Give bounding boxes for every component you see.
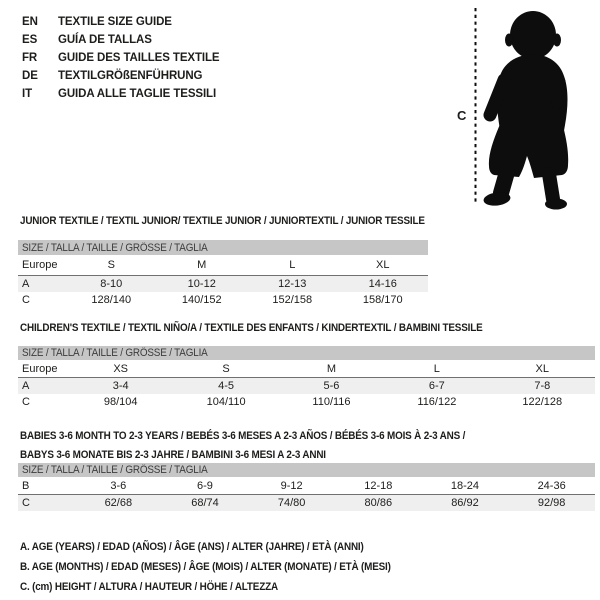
row-label: B — [18, 477, 75, 495]
language-title: GUIDA ALLE TAGLIE TESSILI — [58, 88, 217, 100]
value-cell: 122/128 — [522, 396, 563, 408]
value-cell: 104/110 — [206, 396, 246, 408]
babies-size-table — [18, 463, 595, 511]
child-silhouette-icon — [483, 11, 568, 210]
value-cell: 68/74 — [162, 495, 249, 512]
footnote-a: A. AGE (YEARS) / EDAD (AÑOS) / ÂGE (ANS) / ALTER (JAHRE) / ETÀ (ANNI) — [20, 541, 364, 553]
value-cell: 10-12 — [157, 276, 248, 293]
value-cell: 24-36 — [508, 477, 595, 495]
value-cell: 140/152 — [181, 294, 222, 306]
junior-size-table — [18, 240, 428, 308]
children-table-title: CHILDREN'S TEXTILE / TEXTIL NIÑO/A / TEXTILE DES ENFANTS / KINDERTEXTIL / BAMBINI TESSILE — [20, 322, 483, 334]
size-cell: L — [247, 255, 338, 276]
row-label: C — [18, 495, 75, 512]
value-cell: 158/170 — [362, 294, 403, 306]
value-cell: 14-16 — [338, 276, 429, 293]
child-silhouette-figure — [450, 0, 600, 215]
language-title: GUIDE DES TAILLES TEXTILE — [58, 52, 220, 64]
value-cell: 9-12 — [248, 477, 335, 495]
table-row-height — [18, 292, 428, 308]
size-label-row — [18, 360, 595, 378]
footnote-c: C. (cm) HEIGHT / ALTURA / HAUTEUR / HÖHE / ALTEZZA — [20, 581, 278, 593]
value-cell: 12-18 — [335, 477, 422, 495]
language-title-list — [22, 13, 220, 103]
language-title: GUÍA DE TALLAS — [58, 34, 152, 46]
value-cell: 5-6 — [279, 378, 384, 395]
value-cell: 7-8 — [490, 378, 595, 395]
language-row-en — [22, 13, 220, 31]
size-cell: XS — [68, 360, 173, 378]
region-label: Europe — [18, 255, 66, 276]
size-cell: XL — [338, 255, 429, 276]
babies-table-title: BABIES 3-6 MONTH TO 2-3 YEARS / BEBÉS 3-6 MESES A 2-3 AÑOS / BÉBÉS 3-6 MOIS À 2-3 ANS / BABYS 3-6 MONATE BIS 2-3 JAHRE / BAMBINI 3-6 MESI A 2-3 ANNI — [20, 430, 466, 461]
value-cell: 18-24 — [422, 477, 509, 495]
region-label: Europe — [18, 360, 68, 378]
size-cell: S — [66, 255, 157, 276]
value-cell: 3-6 — [75, 477, 162, 495]
value-cell: 8-10 — [66, 276, 157, 293]
language-row-es — [22, 31, 220, 49]
size-label-row — [18, 255, 428, 276]
language-row-it — [22, 85, 220, 103]
language-code: FR — [22, 52, 38, 64]
value-cell: 12-13 — [247, 276, 338, 293]
value-cell: 92/98 — [508, 495, 595, 512]
language-title: TEXTILE SIZE GUIDE — [58, 16, 172, 28]
value-cell: 6-9 — [162, 477, 249, 495]
language-title: TEXTILGRÖßENFÜHRUNG — [58, 70, 203, 82]
row-label: C — [22, 396, 30, 408]
size-cell: XL — [490, 360, 595, 378]
value-cell: 3-4 — [68, 378, 173, 395]
table-row-height — [18, 394, 595, 410]
size-cell: S — [173, 360, 278, 378]
value-cell: 110/116 — [312, 396, 351, 408]
value-cell: 86/92 — [422, 495, 509, 512]
size-header-bar: SIZE / TALLA / TAILLE / GRÖSSE / TAGLIA — [18, 463, 595, 477]
table-row-age-months — [18, 477, 595, 495]
row-label: A — [18, 276, 66, 293]
footnote-b: B. AGE (MONTHS) / EDAD (MESES) / ÂGE (MOIS) / ALTER (MONATE) / ETÀ (MESI) — [20, 561, 391, 573]
language-code: EN — [22, 16, 38, 28]
height-measure-label: C — [457, 108, 467, 123]
value-cell: 98/104 — [103, 396, 138, 408]
language-code: IT — [22, 88, 33, 100]
size-header-bar: SIZE / TALLA / TAILLE / GRÖSSE / TAGLIA — [18, 240, 428, 255]
junior-table-title: JUNIOR TEXTILE / TEXTIL JUNIOR/ TEXTILE JUNIOR / JUNIORTEXTIL / JUNIOR TESSILE — [20, 215, 425, 227]
value-cell: 6-7 — [384, 378, 489, 395]
language-code: DE — [22, 70, 38, 82]
children-size-table — [18, 346, 595, 410]
value-cell: 4-5 — [173, 378, 278, 395]
value-cell: 128/140 — [91, 294, 132, 306]
size-header-bar: SIZE / TALLA / TAILLE / GRÖSSE / TAGLIA — [18, 346, 595, 360]
language-code: ES — [22, 34, 38, 46]
language-row-de — [22, 67, 220, 85]
row-label: A — [18, 378, 68, 395]
table-row-age — [18, 378, 595, 395]
value-cell: 62/68 — [75, 495, 162, 512]
value-cell: 116/122 — [417, 396, 457, 408]
row-label: C — [22, 294, 30, 306]
size-cell: M — [279, 360, 384, 378]
value-cell: 74/80 — [248, 495, 335, 512]
language-row-fr — [22, 49, 220, 67]
size-cell: M — [157, 255, 248, 276]
size-cell: L — [384, 360, 489, 378]
value-cell: 152/158 — [272, 294, 313, 306]
table-row-age — [18, 276, 428, 293]
value-cell: 80/86 — [335, 495, 422, 512]
footnote-legend — [20, 537, 432, 597]
table-row-height — [18, 495, 595, 512]
